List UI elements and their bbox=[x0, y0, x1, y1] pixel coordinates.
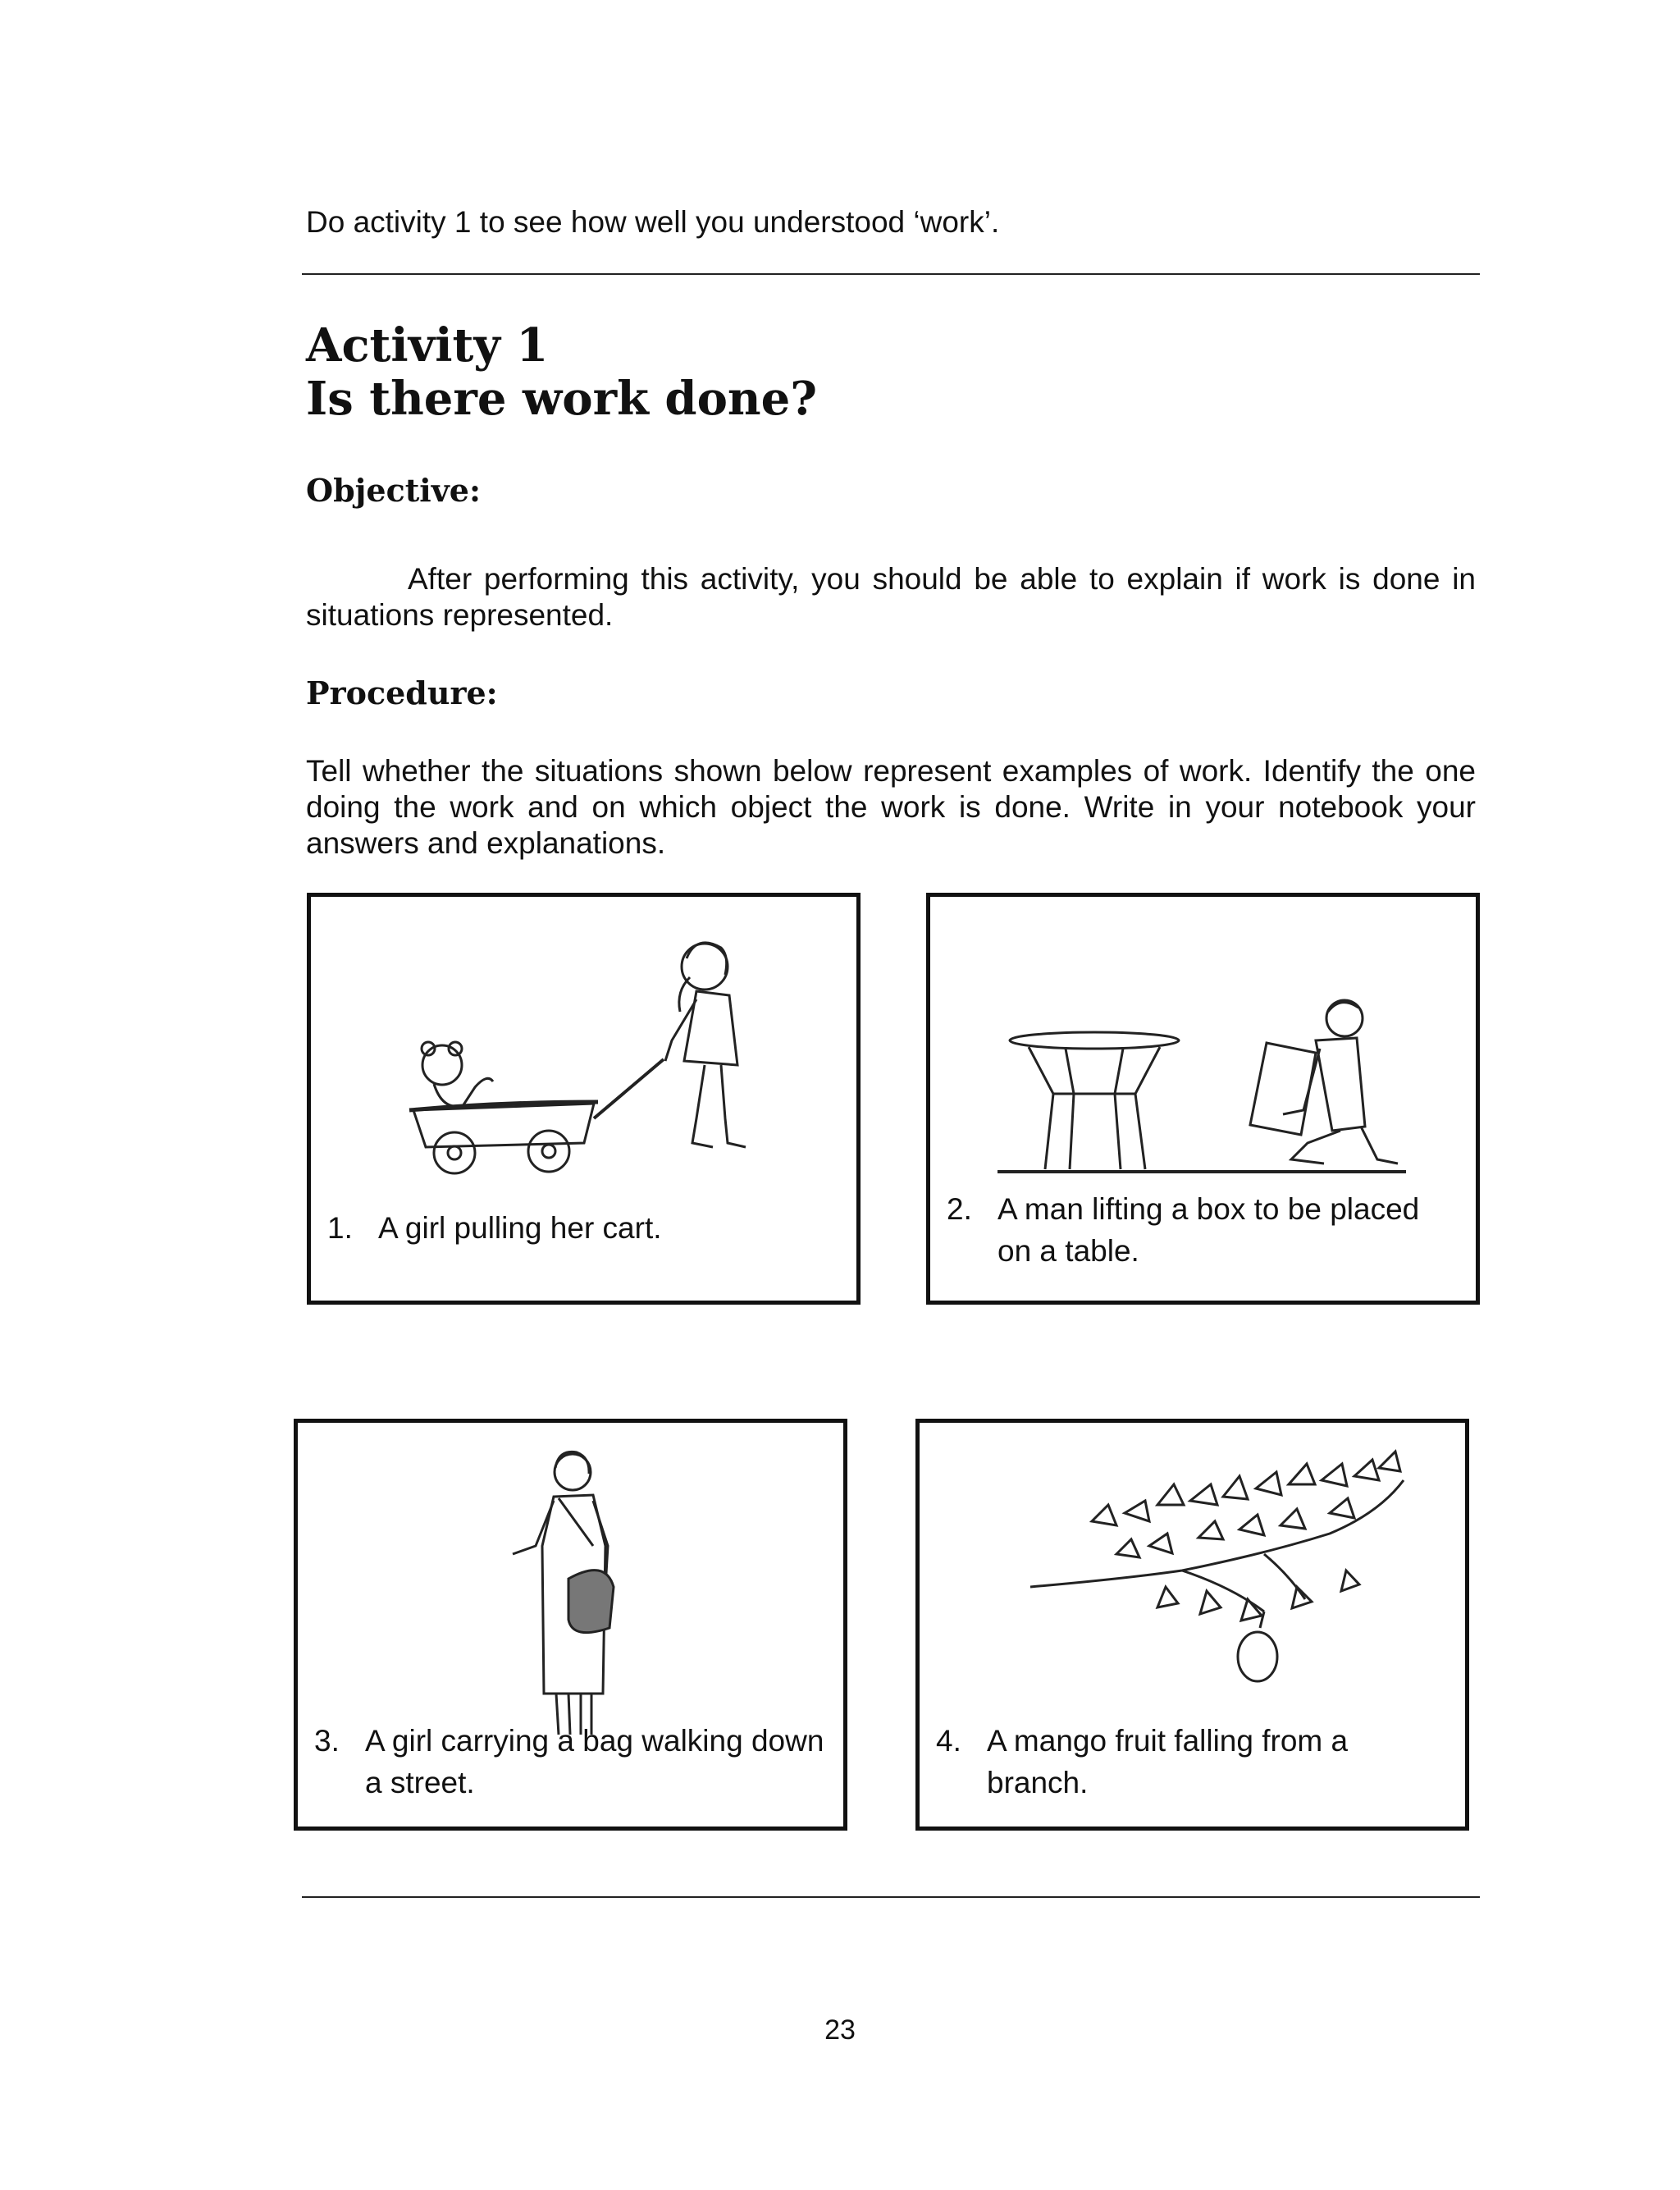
objective-heading: Objective: bbox=[306, 472, 482, 509]
situation-number-3: 3. bbox=[314, 1724, 340, 1758]
situation-text-4: A mango fruit falling from a branch. bbox=[987, 1724, 1349, 1799]
situation-number-4: 4. bbox=[936, 1724, 961, 1758]
page-number: 23 bbox=[824, 2014, 856, 2046]
situation-card-3 bbox=[294, 1419, 847, 1831]
situation-card-1 bbox=[307, 893, 861, 1305]
intro-text: Do activity 1 to see how well you understood ‘work’. bbox=[306, 205, 1000, 239]
bottom-divider bbox=[302, 1896, 1480, 1898]
activity-title: Is there work done? bbox=[306, 372, 818, 426]
procedure-text: Tell whether the situations shown below represent examples of work. Identify the one doing the work and on which object the work is done. Write in your notebook your answers and explanations. bbox=[306, 754, 1476, 860]
situation-card-4 bbox=[915, 1419, 1469, 1831]
objective-text: After performing this activity, you should be able to explain if work is done in situations represented. bbox=[306, 562, 1476, 632]
situation-number-1: 1. bbox=[327, 1211, 353, 1245]
situation-number-2: 2. bbox=[947, 1192, 972, 1226]
procedure-heading: Procedure: bbox=[306, 674, 498, 711]
situation-text-3: A girl carrying a bag walking down a street. bbox=[365, 1724, 824, 1799]
situation-text-1: A girl pulling her cart. bbox=[378, 1211, 662, 1245]
situation-card-2 bbox=[926, 893, 1480, 1305]
activity-number: Activity 1 bbox=[306, 318, 549, 373]
situation-text-2: A man lifting a box to be placed on a table. bbox=[998, 1192, 1420, 1268]
top-divider bbox=[302, 273, 1480, 275]
